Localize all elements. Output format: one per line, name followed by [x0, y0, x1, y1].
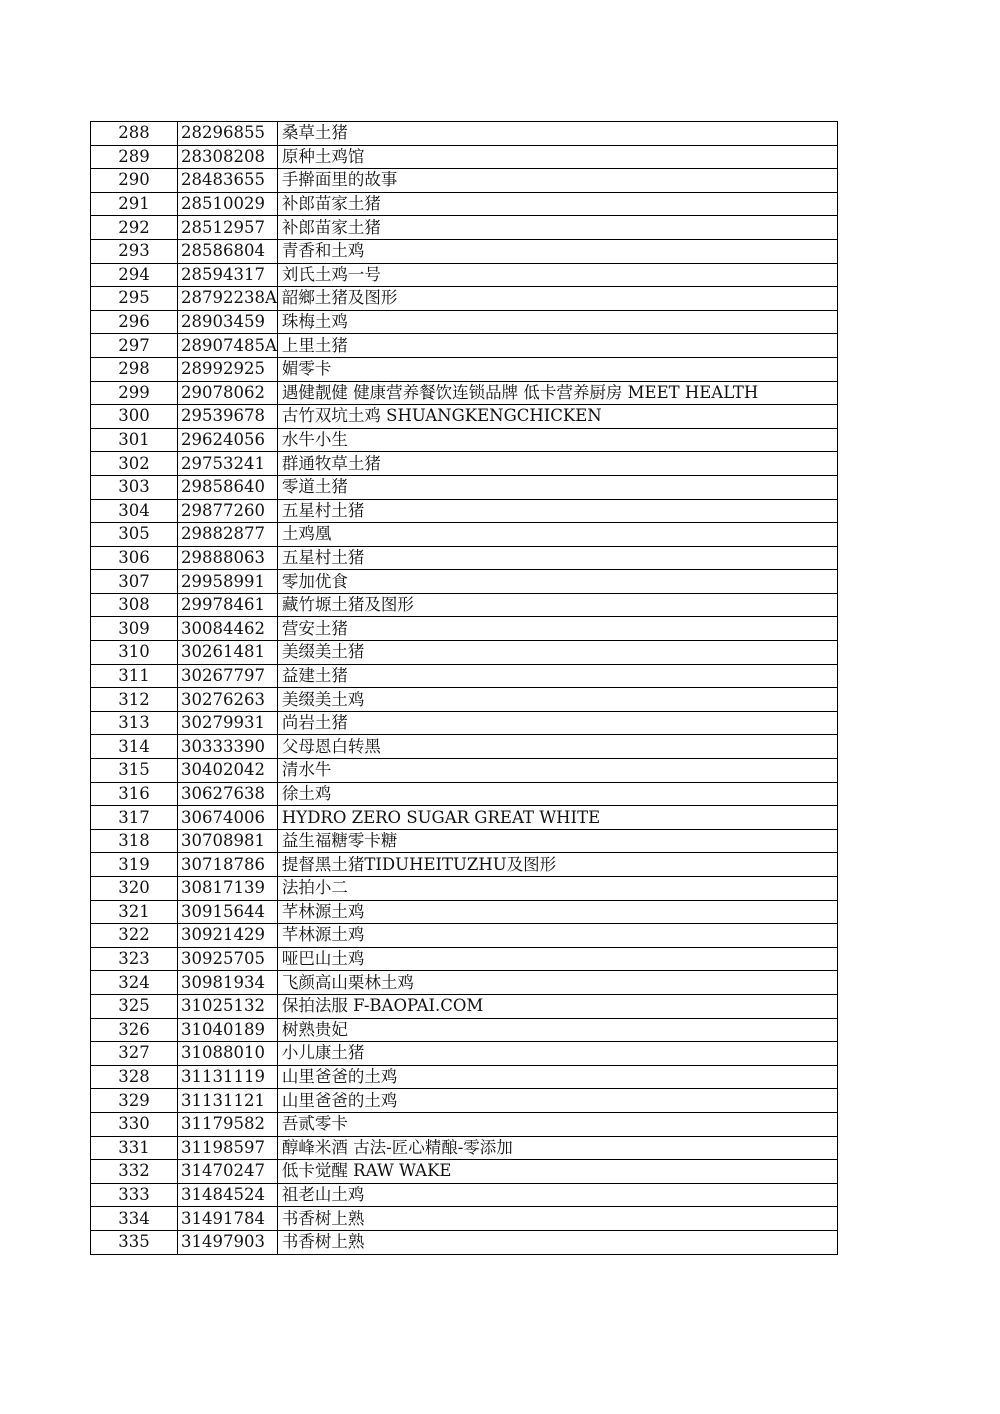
trademark-name-cell: 媚零卡: [277, 357, 837, 381]
registration-number-cell: 30915644: [178, 900, 278, 924]
trademark-name-cell: 珠梅土鸡: [277, 310, 837, 334]
trademark-name-cell: 山里爸爸的土鸡: [277, 1089, 837, 1113]
trademark-name-cell: 美缀美土猪: [277, 641, 837, 665]
trademark-name-cell: 书香树上熟: [277, 1230, 837, 1254]
row-number-cell: 327: [91, 1042, 178, 1066]
row-number-cell: 331: [91, 1136, 178, 1160]
table-row: [91, 971, 838, 995]
trademark-name-cell: 零道土猪: [277, 475, 837, 499]
registration-number-cell: 30084462: [178, 617, 278, 641]
trademark-name-cell: 吾贰零卡: [277, 1112, 837, 1136]
registration-number-cell: 29078062: [178, 381, 278, 405]
trademark-name-cell: 古竹双坑土鸡 SHUANGKENGCHICKEN: [277, 405, 837, 429]
registration-number-cell: 31497903: [178, 1230, 278, 1254]
row-number-cell: 298: [91, 357, 178, 381]
table-row: [91, 475, 838, 499]
trademark-name-cell: 醇峰米酒 古法-匠心精酿-零添加: [277, 1136, 837, 1160]
registration-number-cell: 29539678: [178, 405, 278, 429]
table-row: [91, 546, 838, 570]
table-row: [91, 900, 838, 924]
table-row: [91, 1136, 838, 1160]
table-row: [91, 310, 838, 334]
table-row: [91, 853, 838, 877]
trademark-name-cell: 低卡觉醒 RAW WAKE: [277, 1160, 837, 1184]
registration-number-cell: 30333390: [178, 735, 278, 759]
table-row: [91, 334, 838, 358]
registration-number-cell: 31491784: [178, 1207, 278, 1231]
registration-number-cell: 29888063: [178, 546, 278, 570]
registration-number-cell: 30279931: [178, 711, 278, 735]
registration-number-cell: 30981934: [178, 971, 278, 995]
registration-number-cell: 28594317: [178, 263, 278, 287]
row-number-cell: 303: [91, 475, 178, 499]
table-row: [91, 1018, 838, 1042]
table-row: [91, 1089, 838, 1113]
registration-number-cell: 29958991: [178, 570, 278, 594]
registration-number-cell: 28903459: [178, 310, 278, 334]
trademark-name-cell: 手擀面里的故事: [277, 169, 837, 193]
table-row: [91, 405, 838, 429]
trademark-name-cell: 书香树上熟: [277, 1207, 837, 1231]
trademark-name-cell: 小儿康土猪: [277, 1042, 837, 1066]
row-number-cell: 313: [91, 711, 178, 735]
row-number-cell: 321: [91, 900, 178, 924]
trademark-name-cell: 土鸡凰: [277, 523, 837, 547]
trademark-table: [90, 121, 838, 1255]
registration-number-cell: 30261481: [178, 641, 278, 665]
table-row: [91, 1207, 838, 1231]
registration-number-cell: 31484524: [178, 1183, 278, 1207]
trademark-name-cell: 水牛小生: [277, 428, 837, 452]
trademark-name-cell: 补郎苗家土猪: [277, 216, 837, 240]
registration-number-cell: 30627638: [178, 782, 278, 806]
table-row: [91, 593, 838, 617]
trademark-name-cell: 桑草土猪: [277, 122, 837, 146]
table-row: [91, 570, 838, 594]
trademark-name-cell: 哑巴山土鸡: [277, 947, 837, 971]
registration-number-cell: 30925705: [178, 947, 278, 971]
trademark-name-cell: 清水牛: [277, 759, 837, 783]
row-number-cell: 311: [91, 664, 178, 688]
registration-number-cell: 29978461: [178, 593, 278, 617]
row-number-cell: 289: [91, 145, 178, 169]
table-row: [91, 239, 838, 263]
row-number-cell: 308: [91, 593, 178, 617]
row-number-cell: 323: [91, 947, 178, 971]
row-number-cell: 293: [91, 239, 178, 263]
table-row: [91, 1230, 838, 1254]
row-number-cell: 318: [91, 829, 178, 853]
trademark-name-cell: 刘氏土鸡一号: [277, 263, 837, 287]
registration-number-cell: 30402042: [178, 759, 278, 783]
registration-number-cell: 29858640: [178, 475, 278, 499]
table-row: [91, 782, 838, 806]
row-number-cell: 302: [91, 452, 178, 476]
registration-number-cell: 29882877: [178, 523, 278, 547]
table-row: [91, 357, 838, 381]
table-row: [91, 192, 838, 216]
row-number-cell: 309: [91, 617, 178, 641]
row-number-cell: 324: [91, 971, 178, 995]
row-number-cell: 315: [91, 759, 178, 783]
row-number-cell: 294: [91, 263, 178, 287]
row-number-cell: 330: [91, 1112, 178, 1136]
table-row: [91, 169, 838, 193]
trademark-name-cell: 祖老山土鸡: [277, 1183, 837, 1207]
table-row: [91, 1183, 838, 1207]
trademark-name-cell: 韶鄉土猪及图形: [277, 287, 837, 311]
trademark-name-cell: 法拍小二: [277, 877, 837, 901]
row-number-cell: 326: [91, 1018, 178, 1042]
row-number-cell: 320: [91, 877, 178, 901]
trademark-name-cell: 益生福糖零卡糖: [277, 829, 837, 853]
row-number-cell: 310: [91, 641, 178, 665]
table-row: [91, 711, 838, 735]
registration-number-cell: 28483655: [178, 169, 278, 193]
registration-number-cell: 31040189: [178, 1018, 278, 1042]
table-row: [91, 1160, 838, 1184]
trademark-name-cell: 补郎苗家土猪: [277, 192, 837, 216]
table-row: [91, 806, 838, 830]
row-number-cell: 325: [91, 994, 178, 1018]
row-number-cell: 334: [91, 1207, 178, 1231]
table-row: [91, 1042, 838, 1066]
registration-number-cell: 28308208: [178, 145, 278, 169]
table-row: [91, 994, 838, 1018]
registration-number-cell: 29753241: [178, 452, 278, 476]
trademark-name-cell: 五星村土猪: [277, 546, 837, 570]
table-row: [91, 617, 838, 641]
registration-number-cell: 30276263: [178, 688, 278, 712]
trademark-name-cell: 芊林源土鸡: [277, 900, 837, 924]
registration-number-cell: 29624056: [178, 428, 278, 452]
registration-number-cell: 28792238A: [178, 287, 278, 311]
registration-number-cell: 28296855: [178, 122, 278, 146]
row-number-cell: 296: [91, 310, 178, 334]
row-number-cell: 306: [91, 546, 178, 570]
registration-number-cell: 28907485A: [178, 334, 278, 358]
row-number-cell: 322: [91, 924, 178, 948]
row-number-cell: 290: [91, 169, 178, 193]
trademark-name-cell: 山里爸爸的土鸡: [277, 1065, 837, 1089]
registration-number-cell: 30921429: [178, 924, 278, 948]
trademark-name-cell: 藏竹塬土猪及图形: [277, 593, 837, 617]
trademark-name-cell: 零加优食: [277, 570, 837, 594]
row-number-cell: 304: [91, 499, 178, 523]
trademark-name-cell: 遇健靓健 健康营养餐饮连锁品牌 低卡营养厨房 MEET HEALTH: [277, 381, 837, 405]
table-row: [91, 499, 838, 523]
registration-number-cell: 31198597: [178, 1136, 278, 1160]
table-row: [91, 1112, 838, 1136]
row-number-cell: 299: [91, 381, 178, 405]
registration-number-cell: 31470247: [178, 1160, 278, 1184]
registration-number-cell: 31179582: [178, 1112, 278, 1136]
trademark-name-cell: 徐土鸡: [277, 782, 837, 806]
trademark-name-cell: 群通牧草土猪: [277, 452, 837, 476]
trademark-name-cell: 五星村土猪: [277, 499, 837, 523]
trademark-name-cell: 父母恩白转黑: [277, 735, 837, 759]
row-number-cell: 295: [91, 287, 178, 311]
trademark-name-cell: 营安土猪: [277, 617, 837, 641]
trademark-name-cell: 提督黑土猪TIDUHEITUZHU及图形: [277, 853, 837, 877]
trademark-name-cell: 树熟贵妃: [277, 1018, 837, 1042]
table-row: [91, 829, 838, 853]
registration-number-cell: 28586804: [178, 239, 278, 263]
table-row: [91, 735, 838, 759]
trademark-name-cell: 保拍法服 F-BAOPAI.COM: [277, 994, 837, 1018]
trademark-name-cell: 益建土猪: [277, 664, 837, 688]
row-number-cell: 335: [91, 1230, 178, 1254]
trademark-name-cell: 原种土鸡馆: [277, 145, 837, 169]
row-number-cell: 333: [91, 1183, 178, 1207]
registration-number-cell: 28510029: [178, 192, 278, 216]
registration-number-cell: 30817139: [178, 877, 278, 901]
table-row: [91, 947, 838, 971]
table-row: [91, 688, 838, 712]
table-row: [91, 263, 838, 287]
registration-number-cell: 30674006: [178, 806, 278, 830]
table-row: [91, 759, 838, 783]
table-row: [91, 523, 838, 547]
table-row: [91, 641, 838, 665]
registration-number-cell: 31025132: [178, 994, 278, 1018]
row-number-cell: 312: [91, 688, 178, 712]
trademark-name-cell: HYDRO ZERO SUGAR GREAT WHITE: [277, 806, 837, 830]
row-number-cell: 319: [91, 853, 178, 877]
table-row: [91, 1065, 838, 1089]
trademark-name-cell: 青香和土鸡: [277, 239, 837, 263]
table-row: [91, 381, 838, 405]
trademark-name-cell: 芊林源土鸡: [277, 924, 837, 948]
row-number-cell: 292: [91, 216, 178, 240]
registration-number-cell: 31088010: [178, 1042, 278, 1066]
row-number-cell: 317: [91, 806, 178, 830]
row-number-cell: 297: [91, 334, 178, 358]
registration-number-cell: 28512957: [178, 216, 278, 240]
table-row: [91, 428, 838, 452]
row-number-cell: 314: [91, 735, 178, 759]
row-number-cell: 332: [91, 1160, 178, 1184]
table-row: [91, 216, 838, 240]
table-row: [91, 664, 838, 688]
registration-number-cell: 30708981: [178, 829, 278, 853]
table-row: [91, 122, 838, 146]
table-body: [91, 122, 838, 1255]
row-number-cell: 305: [91, 523, 178, 547]
registration-number-cell: 30267797: [178, 664, 278, 688]
row-number-cell: 316: [91, 782, 178, 806]
table-row: [91, 287, 838, 311]
row-number-cell: 288: [91, 122, 178, 146]
row-number-cell: 301: [91, 428, 178, 452]
row-number-cell: 300: [91, 405, 178, 429]
row-number-cell: 291: [91, 192, 178, 216]
table-row: [91, 452, 838, 476]
trademark-name-cell: 美缀美土鸡: [277, 688, 837, 712]
row-number-cell: 329: [91, 1089, 178, 1113]
registration-number-cell: 31131121: [178, 1089, 278, 1113]
registration-number-cell: 31131119: [178, 1065, 278, 1089]
table-row: [91, 145, 838, 169]
table-row: [91, 877, 838, 901]
trademark-name-cell: 飞颜高山栗林土鸡: [277, 971, 837, 995]
registration-number-cell: 29877260: [178, 499, 278, 523]
row-number-cell: 328: [91, 1065, 178, 1089]
registration-number-cell: 28992925: [178, 357, 278, 381]
trademark-name-cell: 尚岩土猪: [277, 711, 837, 735]
row-number-cell: 307: [91, 570, 178, 594]
table-row: [91, 924, 838, 948]
registration-number-cell: 30718786: [178, 853, 278, 877]
trademark-name-cell: 上里土猪: [277, 334, 837, 358]
